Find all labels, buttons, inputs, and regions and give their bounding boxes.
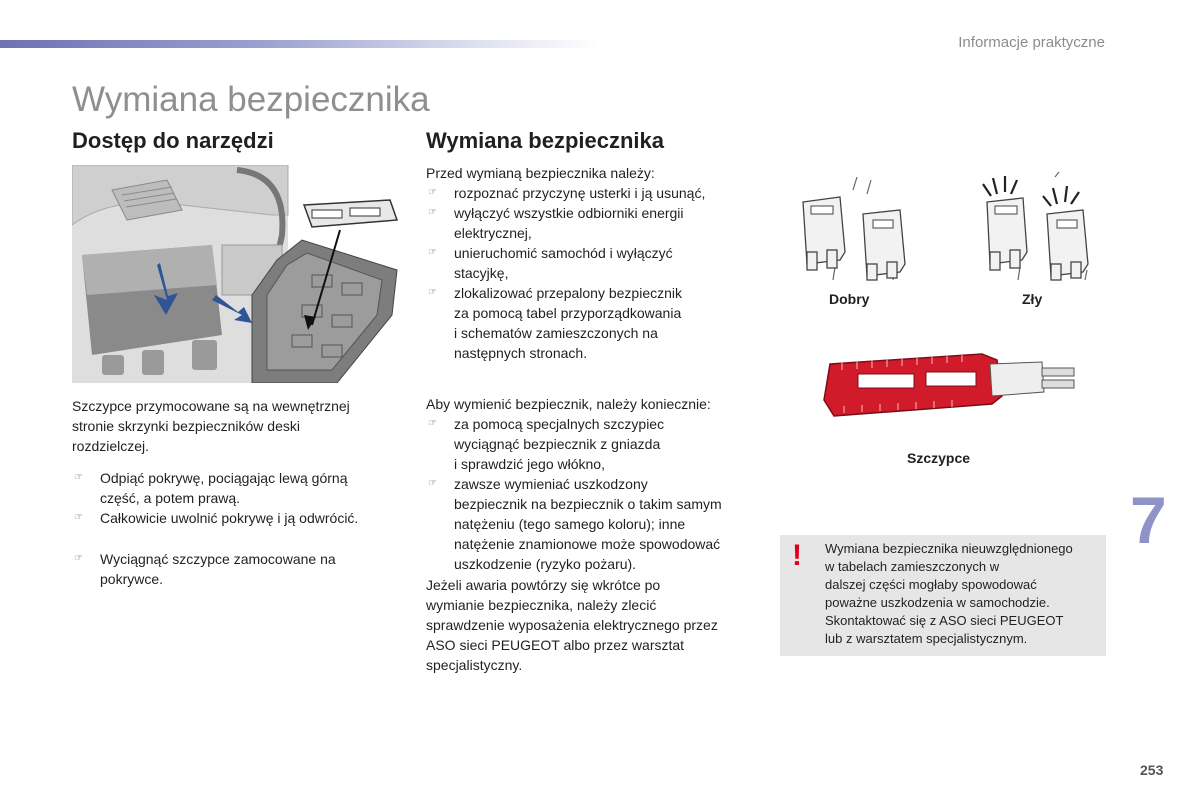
blown-fuse-illustration: [975, 172, 1100, 282]
blown-fuse-label: Zły: [1022, 291, 1043, 307]
page-number: 253: [1140, 762, 1164, 778]
good-fuse-illustration: [795, 172, 915, 282]
replacement-requirements-text: Aby wymienić bezpiecznik, należy koniecznie:: [426, 396, 711, 412]
pointing-hand-icon: ☞: [428, 187, 437, 198]
section-label: Informacje praktyczne: [958, 34, 1105, 51]
list-item: ☞ za pomocą specjalnych szczypiec wyciągnąć bezpiecznik z gniazda i sprawdzić jego włókno,: [428, 416, 665, 472]
repeat-failure-text: Jeżeli awaria powtórzy się wkrótce po wymianie bezpiecznika, należy zlecić sprawdzenie wyposażenia elektrycznego przez ASO sieci PEUGEOT albo przez warsztat specjalistyczny.: [426, 577, 718, 673]
warning-text: Wymiana bezpiecznika nieuwzględnionego w tabelach zamieszczonych w dalszej części mogłaby spowodować poważne uszkodzenia w samochodzie. Skontaktować się z ASO sieci PEUGEOT lub z warsztatem specjalistycznym.: [825, 541, 1073, 646]
cover-steps-list: [72, 468, 402, 528]
before-replacement-text: Przed wymianą bezpiecznika należy:: [426, 165, 655, 181]
pliers-label: Szczypce: [907, 450, 971, 466]
pointing-hand-icon: ☞: [428, 418, 437, 429]
tool-location-text: Szczypce przymocowane są na wewnętrznej stronie skrzynki bezpieczników deski rozdzielczej.: [72, 398, 350, 454]
list-item: ☞ wyłączyć wszystkie odbiorniki energii elektrycznej,: [428, 205, 684, 241]
pointing-hand-icon: ☞: [428, 287, 437, 298]
before-steps-list: [426, 183, 766, 363]
pointing-hand-icon: ☞: [428, 207, 437, 218]
heading-fuse-replacement: Wymiana bezpiecznika: [426, 128, 665, 153]
list-item: ☞ rozpoznać przyczynę usterki i ją usunąć,: [428, 185, 706, 201]
list-item: ☞ unieruchomić samochód i wyłączyć stacyjkę,: [428, 245, 673, 281]
fusebox-cover-illustration: [72, 165, 400, 383]
pointing-hand-icon: ☞: [428, 247, 437, 258]
pointing-hand-icon: ☞: [428, 478, 437, 489]
exclamation-icon: !: [792, 539, 802, 572]
chapter-number: 7: [1130, 483, 1167, 557]
pliers-step-list: [72, 549, 402, 589]
warning-box: [780, 535, 1106, 656]
list-item: ☞ zlokalizować przepalony bezpiecznik za pomocą tabel przyporządkowania i schematów zamieszczonych na następnych stronach.: [428, 285, 683, 361]
list-item: ☞ zawsze wymieniać uszkodzony bezpiecznik na bezpiecznik o takim samym natężeniu (tego samego koloru); inne natężenie znamionowe może spowodować uszkodzenie (ryzyko pożaru).: [428, 476, 722, 572]
list-item: ☞ Całkowicie uwolnić pokrywę i ją odwrócić.: [74, 510, 359, 526]
page-title: Wymiana bezpiecznika: [72, 80, 430, 119]
pointing-hand-icon: ☞: [74, 472, 83, 483]
list-item: ☞ Odpiąć pokrywę, pociągając lewą górną część, a potem prawą.: [74, 470, 348, 506]
pointing-hand-icon: ☞: [74, 512, 83, 523]
replacement-steps-list: [426, 414, 766, 574]
good-fuse-label: Dobry: [829, 291, 870, 307]
pointing-hand-icon: ☞: [74, 553, 83, 564]
fuse-pliers-illustration: [822, 350, 1082, 422]
heading-tool-access: Dostęp do narzędzi: [72, 128, 274, 153]
header-accent-bar: [0, 40, 600, 48]
list-item: ☞ Wyciągnąć szczypce zamocowane na pokrywce.: [74, 551, 336, 587]
